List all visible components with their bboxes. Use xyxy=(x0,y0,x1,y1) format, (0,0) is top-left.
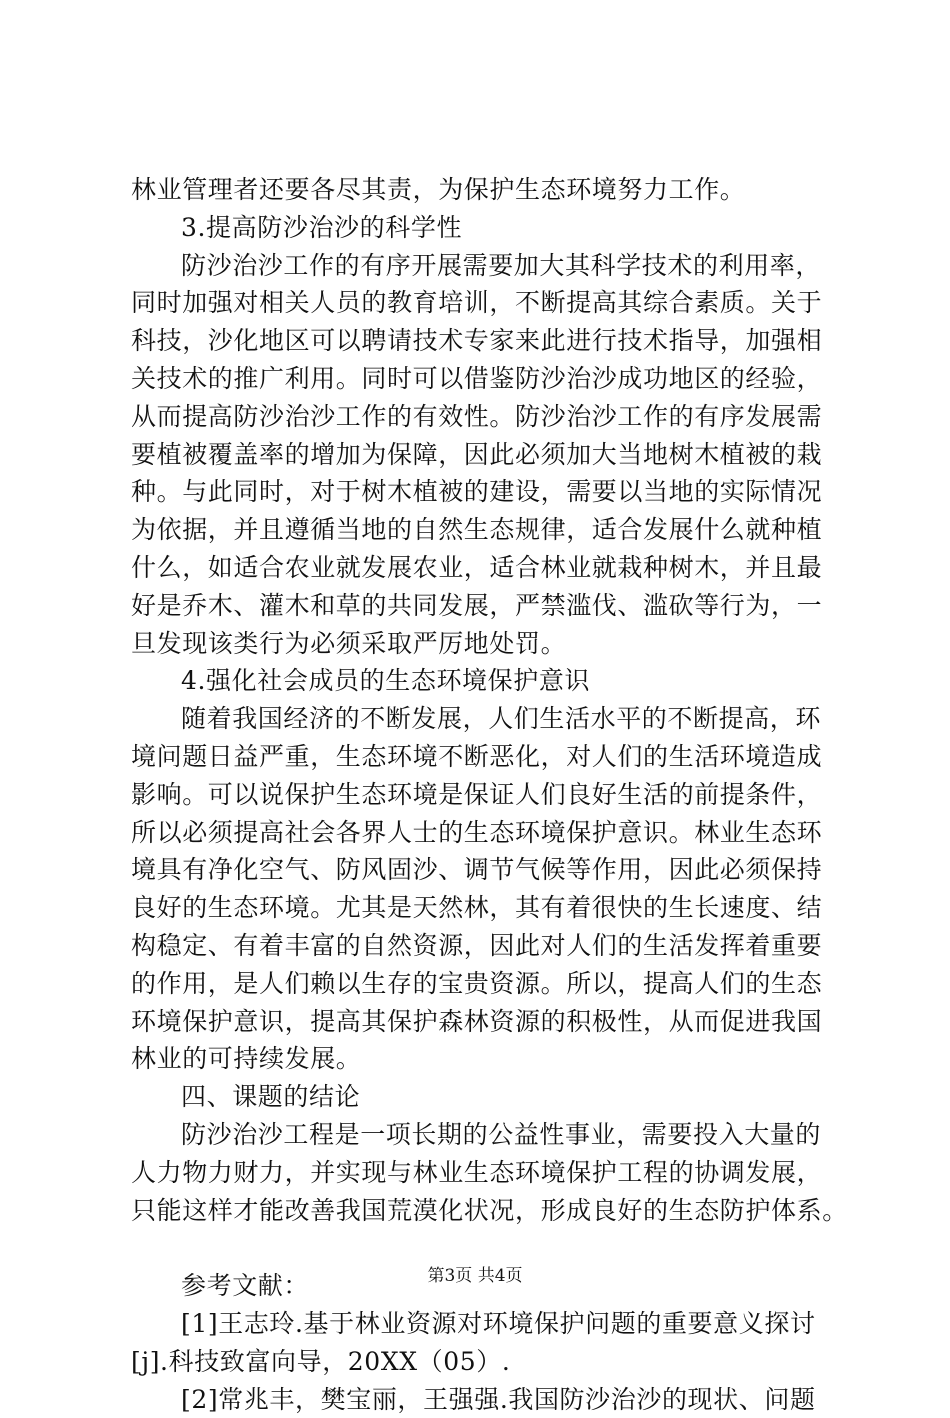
text-line: 什么，如适合农业就发展农业，适合林业就栽种树木，并且最 xyxy=(131,549,841,587)
text-line: 3.提高防沙治沙的科学性 xyxy=(131,209,841,247)
text-line: 随着我国经济的不断发展，人们生活水平的不断提高，环 xyxy=(131,700,841,738)
text-line: 的作用，是人们赖以生存的宝贵资源。所以，提高人们的生态 xyxy=(131,965,841,1003)
text-line: 同时加强对相关人员的教育培训，不断提高其综合素质。关于 xyxy=(131,284,841,322)
text-line: 科技，沙化地区可以聘请技术专家来此进行技术指导，加强相 xyxy=(131,322,841,360)
text-line: 人力物力财力，并实现与林业生态环境保护工程的协调发展， xyxy=(131,1154,841,1192)
text-line: 境问题日益严重，生态环境不断恶化，对人们的生活环境造成 xyxy=(131,738,841,776)
text-line: 林业管理者还要各尽其责，为保护生态环境努力工作。 xyxy=(131,171,841,209)
blank-line xyxy=(131,1229,841,1267)
text-line: 为依据，并且遵循当地的自然生态规律，适合发展什么就种植 xyxy=(131,511,841,549)
text-line: 影响。可以说保护生态环境是保证人们良好生活的前提条件， xyxy=(131,776,841,814)
text-line: 四、课题的结论 xyxy=(131,1078,841,1116)
text-line: 好是乔木、灌木和草的共同发展，严禁滥伐、滥砍等行为，一 xyxy=(131,587,841,625)
text-line: 从而提高防沙治沙工作的有效性。防沙治沙工作的有序发展需 xyxy=(131,398,841,436)
text-line: 所以必须提高社会各界人士的生态环境保护意识。林业生态环 xyxy=(131,814,841,852)
text-line: 良好的生态环境。尤其是天然林，其有着很快的生长速度、结 xyxy=(131,889,841,927)
text-line: 环境保护意识，提高其保护森林资源的积极性，从而促进我国 xyxy=(131,1003,841,1041)
text-line: 4.强化社会成员的生态环境保护意识 xyxy=(131,662,841,700)
text-line: 参考文献： xyxy=(131,1267,841,1305)
text-line: 境具有净化空气、防风固沙、调节气候等作用，因此必须保持 xyxy=(131,851,841,889)
text-line: 要植被覆盖率的增加为保障，因此必须加大当地树木植被的栽 xyxy=(131,436,841,474)
text-line: 旦发现该类行为必须采取严厉地处罚。 xyxy=(131,625,841,663)
text-line: [2]常兆丰，樊宝丽，王强强.我国防沙治沙的现状、问题 xyxy=(131,1381,841,1418)
text-line: 防沙治沙工程是一项长期的公益性事业，需要投入大量的 xyxy=(131,1116,841,1154)
page-footer: 第3页 共4页 xyxy=(0,1265,950,1287)
document-body xyxy=(131,171,841,1418)
text-line: [1]王志玲.基于林业资源对环境保护问题的重要意义探讨 xyxy=(131,1305,841,1343)
text-line: 关技术的推广利用。同时可以借鉴防沙治沙成功地区的经验， xyxy=(131,360,841,398)
text-line: 防沙治沙工作的有序开展需要加大其科学技术的利用率， xyxy=(131,247,841,285)
text-line: 林业的可持续发展。 xyxy=(131,1040,841,1078)
text-line: [j].科技致富向导，20XX（05）. xyxy=(131,1343,841,1381)
text-line: 只能这样才能改善我国荒漠化状况，形成良好的生态防护体系。 xyxy=(131,1192,841,1230)
text-line: 构稳定、有着丰富的自然资源，因此对人们的生活发挥着重要 xyxy=(131,927,841,965)
text-line: 种。与此同时，对于树木植被的建设，需要以当地的实际情况 xyxy=(131,473,841,511)
